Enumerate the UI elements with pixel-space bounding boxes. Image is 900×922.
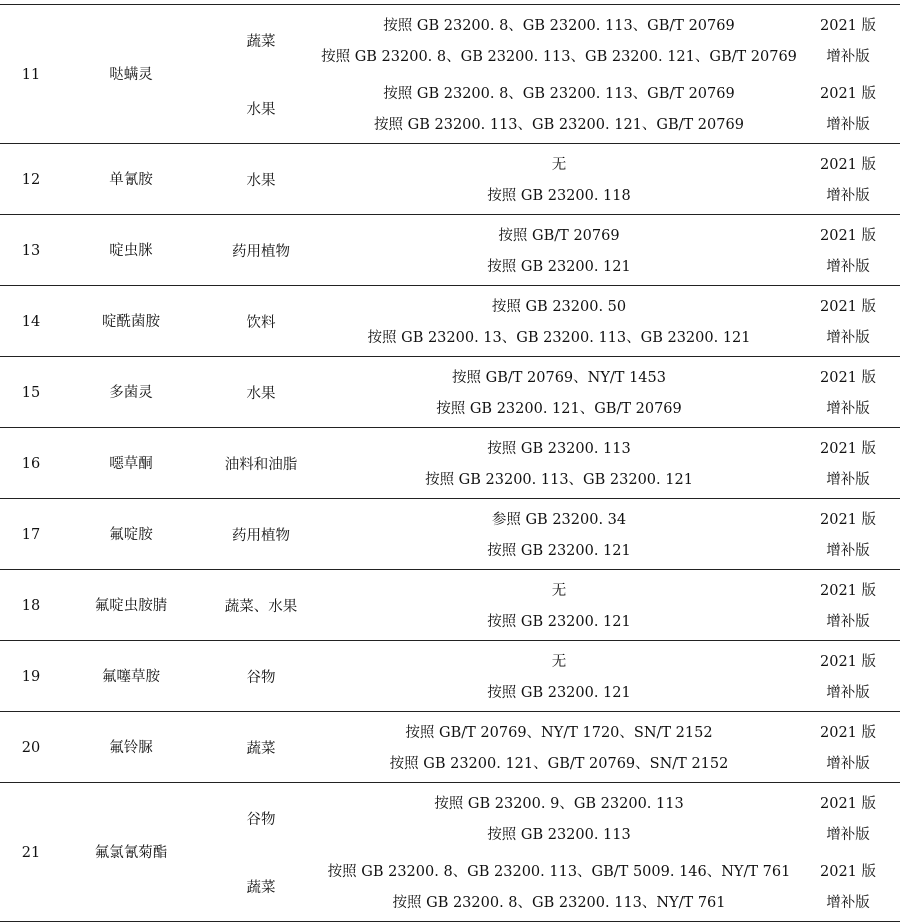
row-number: 15 <box>21 384 41 401</box>
pesticide-name: 氟啶虫胺腈 <box>94 597 168 614</box>
pesticide-name: 多菌灵 <box>109 384 153 401</box>
row-number: 13 <box>21 242 41 259</box>
crop-category: 谷物 <box>246 812 276 828</box>
crop-category: 药用植物 <box>232 244 290 260</box>
edition-label: 2021 版 <box>819 725 877 741</box>
edition-label: 2021 版 <box>819 157 877 173</box>
edition-label: 2021 版 <box>819 299 877 315</box>
row-number: 20 <box>21 739 41 756</box>
detection-method: 按照 GB 23200. 8、GB 23200. 113、GB/T 20769 <box>383 86 735 102</box>
row-divider <box>0 569 900 570</box>
crop-category: 油料和油脂 <box>224 457 298 473</box>
pesticide-name: 氟噻草胺 <box>102 668 160 685</box>
row-divider <box>0 4 900 5</box>
detection-method: 按照 GB 23200. 8、GB 23200. 113、GB 23200. 121、GB/T 20769 <box>321 49 797 65</box>
edition-label: 2021 版 <box>819 228 877 244</box>
edition-label: 2021 版 <box>819 796 877 812</box>
row-number: 19 <box>21 668 41 685</box>
edition-label: 增补版 <box>826 472 870 488</box>
detection-method: 按照 GB 23200. 9、GB 23200. 113 <box>434 796 684 812</box>
edition-label: 增补版 <box>826 543 870 559</box>
row-divider <box>0 711 900 712</box>
pesticide-name: 氟氯氰菊酯 <box>94 844 168 861</box>
row-number: 18 <box>21 597 41 614</box>
edition-label: 2021 版 <box>819 512 877 528</box>
edition-label: 增补版 <box>826 685 870 701</box>
edition-label: 2021 版 <box>819 864 877 880</box>
detection-method: 无 <box>551 157 567 173</box>
detection-method: 按照 GB 23200. 113 <box>487 441 631 457</box>
crop-category: 蔬菜 <box>246 880 276 896</box>
pesticide-name: 啶虫脒 <box>109 242 153 259</box>
edition-label: 增补版 <box>826 614 870 630</box>
edition-label: 增补版 <box>826 259 870 275</box>
edition-label: 2021 版 <box>819 654 877 670</box>
detection-method: 按照 GB 23200. 118 <box>487 188 631 204</box>
crop-category: 饮料 <box>246 315 276 331</box>
detection-method: 按照 GB 23200. 121 <box>487 259 631 275</box>
detection-method: 按照 GB 23200. 121、GB/T 20769、SN/T 2152 <box>389 756 729 772</box>
crop-category: 谷物 <box>246 670 276 686</box>
row-number: 16 <box>21 455 41 472</box>
edition-label: 增补版 <box>826 827 870 843</box>
detection-method: 按照 GB 23200. 113、GB 23200. 121 <box>425 472 693 488</box>
edition-label: 增补版 <box>826 188 870 204</box>
edition-label: 增补版 <box>826 401 870 417</box>
row-divider <box>0 427 900 428</box>
detection-method: 无 <box>551 583 567 599</box>
detection-method: 按照 GB 23200. 50 <box>491 299 627 315</box>
detection-method: 按照 GB 23200. 113 <box>487 827 631 843</box>
detection-method: 按照 GB 23200. 113、GB 23200. 121、GB/T 20769 <box>374 117 744 133</box>
row-divider <box>0 356 900 357</box>
edition-label: 增补版 <box>826 117 870 133</box>
edition-label: 2021 版 <box>819 583 877 599</box>
crop-category: 水果 <box>246 173 276 189</box>
row-divider <box>0 498 900 499</box>
crop-category: 蔬菜、水果 <box>224 599 298 615</box>
edition-label: 增补版 <box>826 330 870 346</box>
row-number: 21 <box>21 844 41 861</box>
pesticide-name: 氟啶胺 <box>109 526 153 543</box>
detection-method: 按照 GB 23200. 8、GB 23200. 113、GB/T 5009. 146、NY/T 761 <box>327 864 791 880</box>
pesticide-name: 氟铃脲 <box>109 739 153 756</box>
row-divider <box>0 640 900 641</box>
detection-method: 按照 GB 23200. 8、GB 23200. 113、NY/T 761 <box>392 895 726 911</box>
row-divider <box>0 214 900 215</box>
detection-method: 按照 GB/T 20769、NY/T 1453 <box>452 370 666 386</box>
detection-method: 按照 GB/T 20769、NY/T 1720、SN/T 2152 <box>405 725 713 741</box>
edition-label: 2021 版 <box>819 18 877 34</box>
pesticide-name: 噁草酮 <box>109 455 153 472</box>
edition-label: 2021 版 <box>819 441 877 457</box>
crop-category: 蔬菜 <box>246 34 276 50</box>
detection-method: 按照 GB 23200. 8、GB 23200. 113、GB/T 20769 <box>383 18 735 34</box>
detection-method: 无 <box>551 654 567 670</box>
detection-method: 参照 GB 23200. 34 <box>491 512 627 528</box>
edition-label: 2021 版 <box>819 86 877 102</box>
detection-method: 按照 GB 23200. 121、GB/T 20769 <box>436 401 682 417</box>
crop-category: 蔬菜 <box>246 741 276 757</box>
edition-label: 2021 版 <box>819 370 877 386</box>
detection-method: 按照 GB 23200. 121 <box>487 685 631 701</box>
detection-method: 按照 GB/T 20769 <box>498 228 620 244</box>
row-number: 11 <box>21 66 41 83</box>
crop-category: 水果 <box>246 386 276 402</box>
detection-method: 按照 GB 23200. 121 <box>487 614 631 630</box>
row-divider <box>0 143 900 144</box>
pesticide-name: 单氰胺 <box>109 171 153 188</box>
crop-category: 药用植物 <box>232 528 290 544</box>
crop-category: 水果 <box>246 102 276 118</box>
edition-label: 增补版 <box>826 49 870 65</box>
row-divider <box>0 782 900 783</box>
row-number: 12 <box>21 171 41 188</box>
pesticide-name: 哒螨灵 <box>109 66 153 83</box>
pesticide-name: 啶酰菌胺 <box>102 313 160 330</box>
detection-method: 按照 GB 23200. 121 <box>487 543 631 559</box>
detection-method: 按照 GB 23200. 13、GB 23200. 113、GB 23200. 121 <box>367 330 751 346</box>
row-number: 17 <box>21 526 41 543</box>
row-number: 14 <box>21 313 41 330</box>
row-divider <box>0 285 900 286</box>
edition-label: 增补版 <box>826 756 870 772</box>
edition-label: 增补版 <box>826 895 870 911</box>
